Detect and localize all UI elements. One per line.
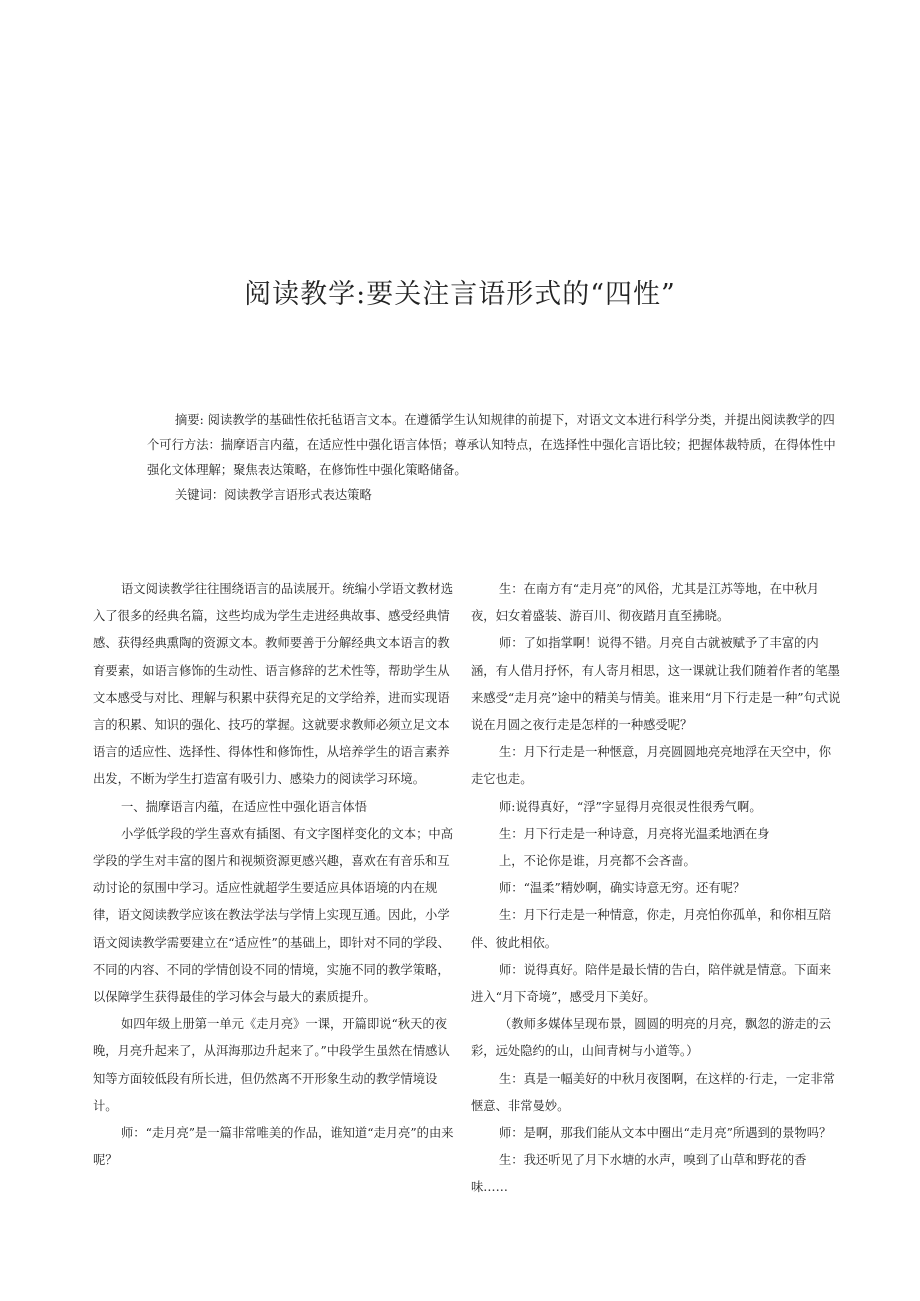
body-paragraph: 语文阅读教学往往围绕语言的品读展开。统编小学语文教材选入了很多的经典名篇，这些均成为学生走进经典故事、感受经典情感、获得经典熏陶的资源文本。教师要善于分解经典文本语言的教育要素，如语言修饰的生动性、语言修辞的艺术性等，帮助学生从文本感受与对比、理解与积累中获得充足的文学给养，进而实现语言的积累、知识的强化、技巧的掌握。这就要求教师必须立足文本语言的适应性、选择性、得体性和修饰性，从培养学生的语言素养出发，不断为学生打造富有吸引力、感染力的阅读学习环境。 <box>93 582 454 787</box>
section-heading: 一、揣摩语言内蕴，在适应性中强化语言体悟 <box>121 799 367 814</box>
dialogue-line: 师：说得真好。陪伴是最长情的告白，陪伴就是情意。下面来进入“月下奇境”，感受月下美好。 <box>471 962 832 1005</box>
dialogue-line: 师:说得真好，“浮”字显得月亮很灵性很秀气啊。 <box>499 799 762 814</box>
article-title: 阅读教学:要关注言语形式的“四性” <box>244 279 676 310</box>
dialogue-line: 生：真是一幅美好的中秋月夜图啊，在这样的·行走，一定非常惬意、非常曼妙。 <box>471 1071 835 1113</box>
stage-direction: （教师多媒体呈现布景，圆圆的明亮的月亮，飘忽的游走的云彩，远处隐约的山，山间青树与小道等。） <box>471 1017 832 1059</box>
dialogue-line: 生：月下行走是一种情意，你走，月亮怕你孤单，和你相互陪伴、彼此相依。 <box>471 908 832 950</box>
dialogue-line: 师：“温柔”精妙啊，确实诗意无穷。还有呢？ <box>499 881 746 896</box>
dialogue-line: 生：我还听见了月下水塘的水声，嗅到了山草和野花的香味…… <box>471 1153 807 1195</box>
dialogue-line: 师：了如指掌啊！说得不错。月亮自古就被赋予了丰富的内涵，有人借月抒怀，有人寄月相思，这一课就让我们随着作者的笔墨来感受“走月亮”途中的精美与情美。谁来用“月下行走是一种”句式说说在月圆之夜行走是怎样的一种感受呢？ <box>471 636 841 733</box>
dialogue-line: 师：是啊，那我们能从文本中圈出“走月亮”所遇到的景物吗？ <box>499 1126 832 1141</box>
right-column <box>471 576 843 1202</box>
keywords-line: 关键词：阅读教学言语形式表达策略 <box>175 488 372 502</box>
body-paragraph: 如四年级上册第一单元《走月亮》一课，开篇即说“秋天的夜晚，月亮升起来了，从洱海那边升起来了。”中段学生虽然在情感认知等方面较低段有所长进，但仍然离不开形象生动的教学情境设计。 <box>93 1017 450 1113</box>
dialogue-line: 生：月下行走是一种诗意，月亮将光温柔地洒在身 <box>499 826 770 841</box>
dialogue-line: 上，不论你是谁，月亮都不会吝啬。 <box>499 854 696 869</box>
dialogue-line: 生：月下行走是一种惬意，月亮圆圆地亮亮地浮在天空中，你走它也走。 <box>471 745 832 787</box>
abstract-block <box>147 408 841 508</box>
dialogue-line: 生：在南方有“走月亮”的风俗，尤其是江苏等地，在中秋月夜，妇女着盛装、游百川、彻夜踏月直至拂晓。 <box>471 582 819 624</box>
abstract-text: 摘要: 阅读教学的基础性依托毡语言文本。在遵循学生认知规律的前提下，对语文文本进行科学分类，并提出阅读教学的四个可行方法：揣摩语言内蕴，在适应性中强化语言体悟；尊承认知特点，在选择性中强化言语比较；把握体裁特质，在得体性中强化文体理解；聚焦表达策略，在修饰性中强化策略储备。 <box>147 413 836 477</box>
body-paragraph: 小学低学段的学生喜欢有插图、有文字图样变化的文本；中高学段的学生对丰富的图片和视频资源更感兴趣，喜欢在有音乐和互动讨论的氛围中学习。适应性就超学生要适应具体语境的内在规律，语文阅读教学应该在教法学法与学情上实现互通。因此，小学语文阅读教学需要建立在“适应性”的基础上，即针对不同的学段、不同的内容、不同的学情创设不同的情境，实施不同的教学策略，以保障学生获得最佳的学习体会与最大的素质提升。 <box>93 826 454 1005</box>
dialogue-line: 师：“走月亮”是一篇非常唯美的作品，谁知道“走月亮”的由来呢？ <box>93 1126 454 1168</box>
left-column <box>93 576 461 1174</box>
